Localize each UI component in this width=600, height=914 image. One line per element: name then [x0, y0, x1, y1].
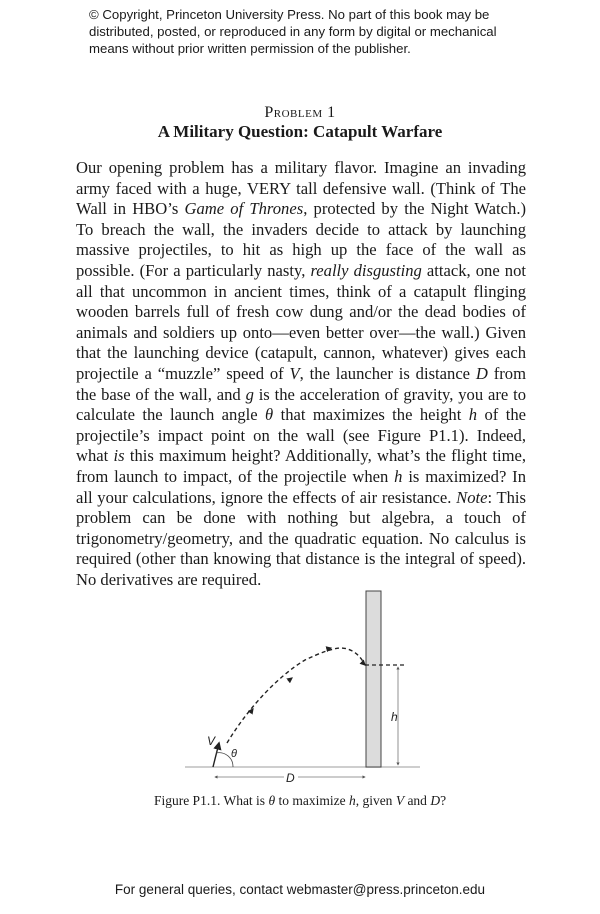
problem-label: Problem 1: [264, 104, 336, 121]
copyright-notice: © Copyright, Princeton University Press. No part of this book may be distributed, posted, or reproduced in any form by digital or mechanical means without prior written permission of the publisher.: [89, 7, 497, 56]
trajectory-path: [227, 648, 365, 743]
problem-body: [76, 158, 526, 590]
figure-p1-1: [180, 585, 430, 785]
d-label: D: [286, 771, 295, 785]
body-paragraph: Our opening problem has a military flavor. Imagine an invading army faced with a huge, VERY tall defensive wall. (Think of The Wall in HBO’s Game of Thrones, protected by the Night Watch.) To breach the wall, the invaders decide to attack by launching massive projectiles, to hit as high up the face of the wall as possible. (For a particularly nasty, really disgusting attack, one not all that uncommon in ancient times, think of a catapult flinging wooden barrels full of fresh cow dung and/or the dead bodies of animals and soldiers up onto—even better over—the wall.) Given that the launching device (catapult, cannon, whatever) gives each projectile a “muzzle” speed of V, the launcher is distance D from the base of the wall, and g is the acceleration of gravity, you are to calculate the launch angle θ that maximizes the height h of the projectile’s impact point on the wall (see Figure P1.1). Indeed, what is this maximum height? Additionally, what’s the flight time, from launch to impact, of the projectile when h is maximized? In all your calculations, ignore the effects of air resistance. Note: This problem can be done with nothing but algebra, a touch of trigonometry/geometry, and the quadratic equation. No calculus is required (other than knowing that distance is the integral of speed). No derivatives are required.: [76, 158, 526, 589]
h-label: h: [391, 710, 398, 724]
wall: [366, 591, 381, 767]
footer-contact: For general queries, contact webmaster@press.princeton.edu: [114, 882, 486, 897]
figure-caption: Figure P1.1. What is θ to maximize h, given V and D?: [153, 793, 447, 808]
theta-label: θ: [231, 748, 237, 760]
catapult-diagram: [180, 585, 430, 785]
problem-title: A Military Question: Catapult Warfare: [157, 122, 443, 141]
v-label: V: [207, 734, 216, 748]
